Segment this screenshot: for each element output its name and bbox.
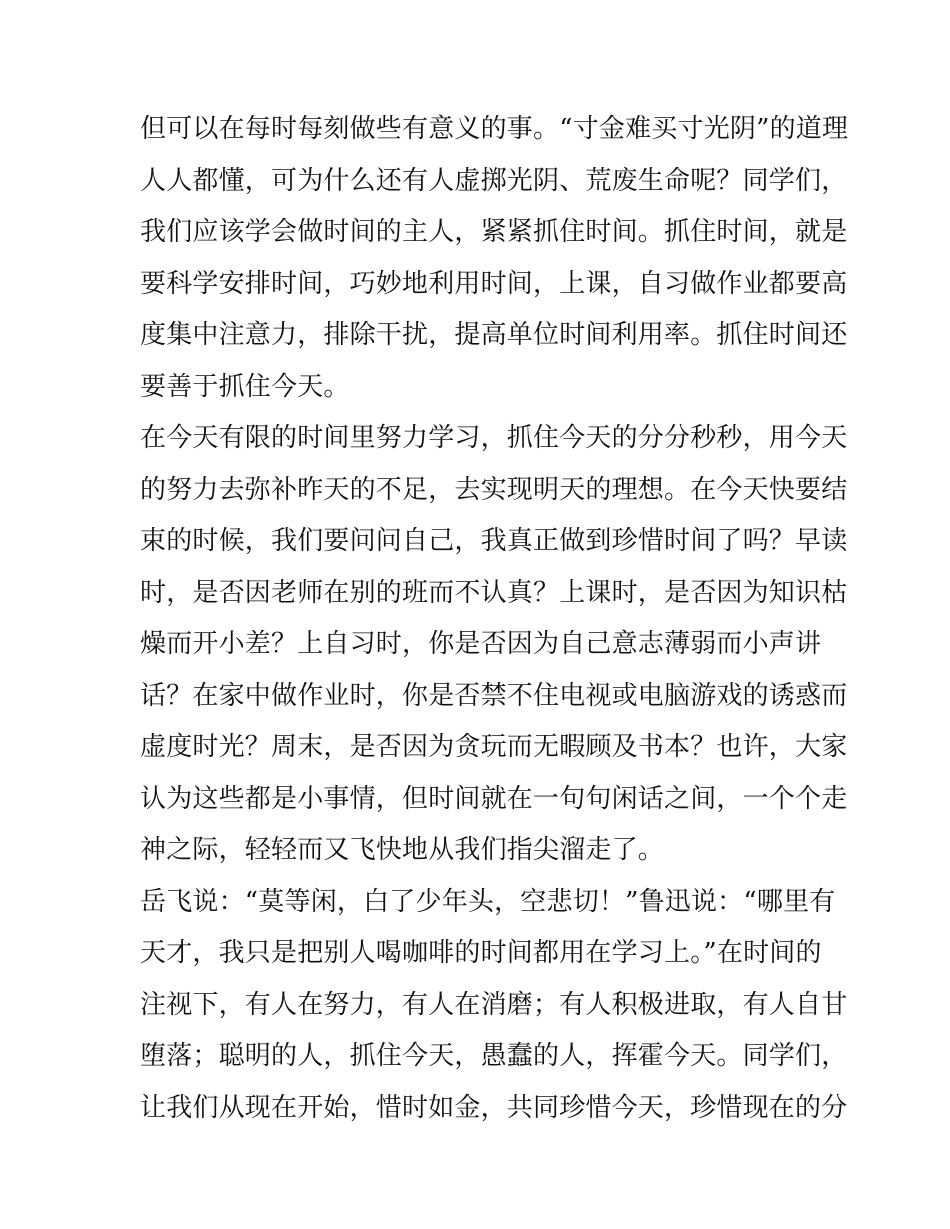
text-line: 时，是否因老师在别的班而不认真？上课时，是否因为知识枯 [140,577,848,608]
text-line: 但可以在每时每刻做些有意义的事。“寸金难买寸光阴”的道理 [140,114,849,144]
text-line: 要科学安排时间，巧妙地利用时间，上课，自习做作业都要高 [140,268,848,299]
text-line: 要善于抓住今天。 [140,371,350,402]
text-line: 注视下，有人在努力，有人在消磨；有人积极进取，有人自甘 [140,989,848,1020]
text-line: 燥而开小差？上自习时，你是否因为自己意志薄弱而小声讲 [140,629,822,659]
text-line: 认为这些都是小事情，但时间就在一句句闲话之间，一个个走 [140,783,848,814]
text-line: 束的时候，我们要问问自己，我真正做到珍惜时间了吗？早读 [140,526,848,556]
text-line: 在今天有限的时间里努力学习，抓住今天的分分秒秒，用今天 [140,423,848,453]
document-body [140,104,849,1134]
text-line: 话？在家中做作业时，你是否禁不住电视或电脑游戏的诱惑而 [140,680,848,711]
text-line: 堕落；聪明的人，抓住今天，愚蠢的人，挥霍今天。同学们， [140,1041,848,1071]
text-line: 人人都懂，可为什么还有人虚掷光阴、荒废生命呢？同学们， [140,165,848,196]
text-line: 我们应该学会做时间的主人，紧紧抓住时间。抓住时间，就是 [140,217,848,247]
text-line: 天才，我只是把别人喝咖啡的时间都用在学习上。”在时间的 [140,938,822,968]
text-line: 神之际，轻轻而又飞快地从我们指尖溜走了。 [140,835,665,865]
text-line: 让我们从现在开始，惜时如金，共同珍惜今天，珍惜现在的分 [140,1092,848,1123]
text-line: 虚度时光？周末，是否因为贪玩而无暇顾及书本？也许，大家 [140,732,848,762]
paragraph-3 [140,877,848,1135]
text-line: 岳飞说：“莫等闲，白了少年头，空悲切！”鲁迅说：“哪里有 [140,886,836,917]
paragraph-1 [140,104,849,413]
paragraph-2 [140,413,848,877]
text-line: 的努力去弥补昨天的不足，去实现明天的理想。在今天快要结 [140,474,848,505]
text-line: 度集中注意力，排除干扰，提高单位时间利用率。抓住时间还 [140,320,848,350]
